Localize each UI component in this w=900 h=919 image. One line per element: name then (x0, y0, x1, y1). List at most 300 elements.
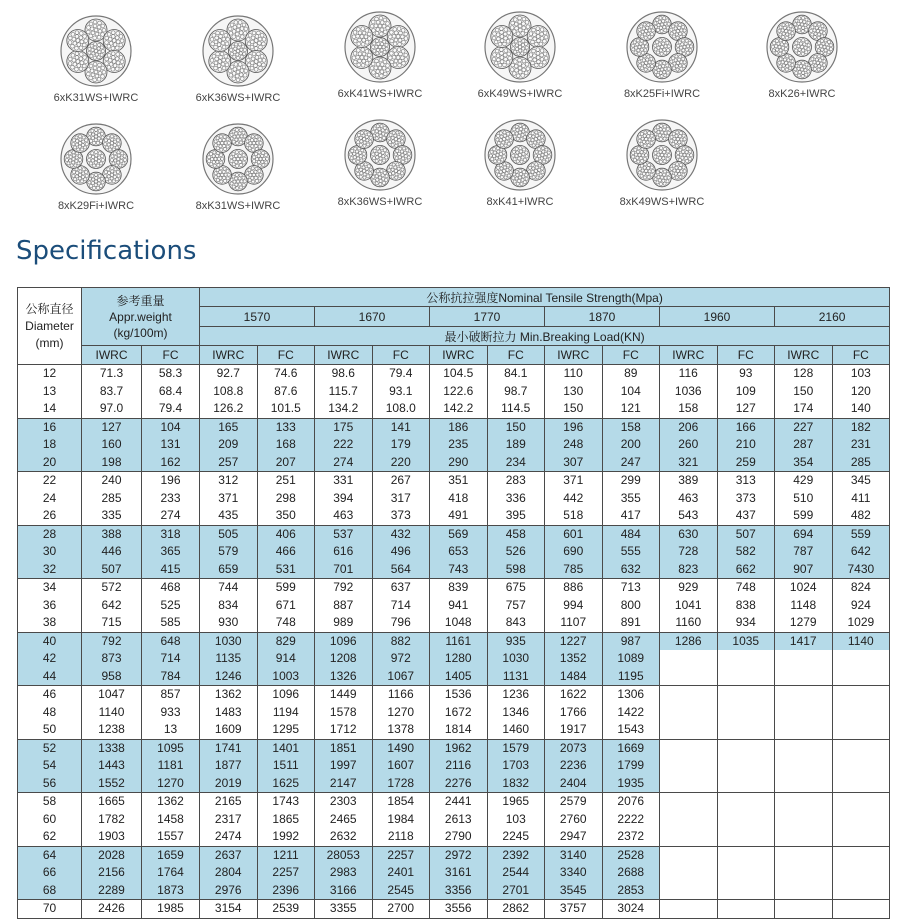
value-cell (717, 686, 775, 704)
value-cell: 2544 (487, 864, 545, 882)
diameter-cell: 20 (18, 454, 82, 472)
value-cell (717, 757, 775, 775)
iwrc-subheader: IWRC (545, 346, 603, 365)
rope-item (310, 118, 450, 208)
fc-subheader: FC (372, 346, 430, 365)
specifications-heading: Specifications (16, 236, 197, 266)
table-row (18, 418, 890, 436)
value-cell: 1338 (82, 739, 142, 757)
value-cell: 231 (832, 436, 890, 454)
value-cell (775, 704, 833, 722)
diameter-cell: 34 (18, 579, 82, 597)
value-cell (832, 882, 890, 900)
value-cell: 1030 (200, 632, 258, 650)
value-cell: 7430 (832, 561, 890, 579)
value-cell (775, 686, 833, 704)
diameter-cell: 14 (18, 400, 82, 418)
value-cell (832, 739, 890, 757)
value-cell: 103 (487, 811, 545, 829)
value-cell: 1096 (257, 686, 315, 704)
value-cell: 373 (372, 507, 430, 525)
value-cell: 274 (142, 507, 200, 525)
value-cell: 569 (430, 525, 488, 543)
value-cell (660, 900, 718, 919)
value-cell: 648 (142, 632, 200, 650)
rope-cross-section-image (343, 10, 417, 84)
value-cell: 127 (717, 400, 775, 418)
value-cell (832, 775, 890, 793)
value-cell: 787 (775, 543, 833, 561)
value-cell: 93 (717, 365, 775, 383)
value-cell: 2632 (315, 828, 373, 846)
value-cell: 1490 (372, 739, 430, 757)
value-cell: 1625 (257, 775, 315, 793)
rope-cross-section-image (483, 10, 557, 84)
value-cell: 406 (257, 525, 315, 543)
value-cell: 2474 (200, 828, 258, 846)
value-cell: 690 (545, 543, 603, 561)
value-cell: 210 (717, 436, 775, 454)
value-cell (832, 686, 890, 704)
value-cell: 526 (487, 543, 545, 561)
value-cell: 115.7 (315, 383, 373, 401)
value-cell: 182 (832, 418, 890, 436)
fc-subheader: FC (832, 346, 890, 365)
value-cell: 3140 (545, 846, 603, 864)
value-cell: 882 (372, 632, 430, 650)
value-cell: 109 (717, 383, 775, 401)
value-cell: 175 (315, 418, 373, 436)
value-cell (775, 900, 833, 919)
value-cell: 662 (717, 561, 775, 579)
value-cell: 2165 (200, 793, 258, 811)
value-cell: 2073 (545, 739, 603, 757)
value-cell: 2465 (315, 811, 373, 829)
value-cell: 130 (545, 383, 603, 401)
value-cell: 891 (602, 614, 660, 632)
value-cell: 290 (430, 454, 488, 472)
value-cell: 2303 (315, 793, 373, 811)
value-cell (717, 828, 775, 846)
rope-label: 8xK29Fi+IWRC (57, 200, 135, 212)
value-cell: 2862 (487, 900, 545, 919)
value-cell: 924 (832, 597, 890, 615)
value-cell: 1511 (257, 757, 315, 775)
value-cell: 98.6 (315, 365, 373, 383)
value-cell: 1607 (372, 757, 430, 775)
value-cell: 792 (82, 632, 142, 650)
rope-item (592, 118, 732, 208)
value-cell: 2528 (602, 846, 660, 864)
rope-item (310, 10, 450, 100)
value-cell: 1160 (660, 614, 718, 632)
value-cell: 637 (372, 579, 430, 597)
value-cell: 1211 (257, 846, 315, 864)
value-cell: 1997 (315, 757, 373, 775)
value-cell: 196 (545, 418, 603, 436)
table-row (18, 864, 890, 882)
value-cell: 179 (372, 436, 430, 454)
value-cell: 1295 (257, 721, 315, 739)
value-cell (717, 811, 775, 829)
rope-cross-section-image (625, 118, 699, 192)
value-cell: 933 (142, 704, 200, 722)
value-cell: 1814 (430, 721, 488, 739)
value-cell: 267 (372, 472, 430, 490)
table-row (18, 400, 890, 418)
value-cell: 285 (832, 454, 890, 472)
value-cell: 165 (200, 418, 258, 436)
value-cell: 1047 (82, 686, 142, 704)
value-cell (832, 828, 890, 846)
value-cell: 335 (82, 507, 142, 525)
value-cell: 834 (200, 597, 258, 615)
value-cell: 598 (487, 561, 545, 579)
value-cell: 251 (257, 472, 315, 490)
diameter-cell: 48 (18, 704, 82, 722)
value-cell: 694 (775, 525, 833, 543)
value-cell: 1417 (775, 632, 833, 650)
grade-header: 2160 (775, 307, 890, 327)
diameter-cell: 16 (18, 418, 82, 436)
value-cell: 1161 (430, 632, 488, 650)
value-cell: 220 (372, 454, 430, 472)
value-cell: 395 (487, 507, 545, 525)
diameter-cell: 56 (18, 775, 82, 793)
value-cell (775, 882, 833, 900)
value-cell: 1227 (545, 632, 603, 650)
value-cell: 784 (142, 668, 200, 686)
value-cell (832, 721, 890, 739)
value-cell (660, 686, 718, 704)
value-cell: 714 (372, 597, 430, 615)
value-cell: 417 (602, 507, 660, 525)
value-cell (660, 811, 718, 829)
value-cell: 743 (430, 561, 488, 579)
value-cell: 92.7 (200, 365, 258, 383)
value-cell: 958 (82, 668, 142, 686)
value-cell: 458 (487, 525, 545, 543)
value-cell: 468 (142, 579, 200, 597)
value-cell: 2700 (372, 900, 430, 919)
value-cell: 1552 (82, 775, 142, 793)
weight-header: 参考重量 Appr.weight (kg/100m) (82, 288, 200, 346)
value-cell: 1557 (142, 828, 200, 846)
value-cell: 505 (200, 525, 258, 543)
table-row (18, 739, 890, 757)
value-cell: 162 (142, 454, 200, 472)
table-row (18, 490, 890, 508)
value-cell: 518 (545, 507, 603, 525)
value-cell: 599 (257, 579, 315, 597)
diameter-cell: 52 (18, 739, 82, 757)
table-row (18, 543, 890, 561)
value-cell: 675 (487, 579, 545, 597)
value-cell (775, 721, 833, 739)
value-cell: 1659 (142, 846, 200, 864)
value-cell: 599 (775, 507, 833, 525)
value-cell: 886 (545, 579, 603, 597)
table-row (18, 561, 890, 579)
diameter-cell: 44 (18, 668, 82, 686)
value-cell (832, 793, 890, 811)
diameter-cell: 12 (18, 365, 82, 383)
rope-item (732, 10, 872, 100)
iwrc-subheader: IWRC (82, 346, 142, 365)
value-cell: 248 (545, 436, 603, 454)
value-cell: 1799 (602, 757, 660, 775)
value-cell: 914 (257, 650, 315, 668)
iwrc-subheader: IWRC (775, 346, 833, 365)
table-row (18, 793, 890, 811)
table-row (18, 632, 890, 650)
value-cell: 134.2 (315, 400, 373, 418)
value-cell (660, 757, 718, 775)
value-cell: 1030 (487, 650, 545, 668)
value-cell (717, 864, 775, 882)
rope-label: 6xK41WS+IWRC (337, 88, 423, 100)
value-cell: 283 (487, 472, 545, 490)
value-cell: 371 (200, 490, 258, 508)
value-cell: 79.4 (372, 365, 430, 383)
rope-cross-section-image (59, 122, 133, 196)
value-cell: 1140 (832, 632, 890, 650)
value-cell: 601 (545, 525, 603, 543)
table-row (18, 721, 890, 739)
value-cell: 2289 (82, 882, 142, 900)
value-cell: 150 (487, 418, 545, 436)
value-cell: 87.6 (257, 383, 315, 401)
value-cell: 2637 (200, 846, 258, 864)
value-cell: 2028 (82, 846, 142, 864)
value-cell (717, 775, 775, 793)
value-cell: 166 (717, 418, 775, 436)
diameter-cell: 42 (18, 650, 82, 668)
value-cell: 28053 (315, 846, 373, 864)
value-cell: 491 (430, 507, 488, 525)
value-cell (775, 739, 833, 757)
table-row (18, 525, 890, 543)
value-cell: 1877 (200, 757, 258, 775)
value-cell: 1036 (660, 383, 718, 401)
value-cell: 1935 (602, 775, 660, 793)
value-cell: 68.4 (142, 383, 200, 401)
value-cell: 843 (487, 614, 545, 632)
value-cell: 1362 (142, 793, 200, 811)
value-cell: 2372 (602, 828, 660, 846)
value-cell: 1089 (602, 650, 660, 668)
value-cell: 713 (602, 579, 660, 597)
value-cell: 792 (315, 579, 373, 597)
value-cell: 93.1 (372, 383, 430, 401)
rope-label: 8xK41+IWRC (486, 196, 554, 208)
value-cell: 671 (257, 597, 315, 615)
value-cell: 785 (545, 561, 603, 579)
fc-subheader: FC (717, 346, 775, 365)
value-cell: 1352 (545, 650, 603, 668)
value-cell: 585 (142, 614, 200, 632)
diameter-cell: 46 (18, 686, 82, 704)
value-cell (660, 828, 718, 846)
value-cell: 2790 (430, 828, 488, 846)
value-cell: 466 (257, 543, 315, 561)
value-cell: 3024 (602, 900, 660, 919)
diameter-cell: 58 (18, 793, 82, 811)
value-cell: 103 (832, 365, 890, 383)
value-cell: 1443 (82, 757, 142, 775)
value-cell: 1095 (142, 739, 200, 757)
value-cell: 3356 (430, 882, 488, 900)
value-cell: 274 (315, 454, 373, 472)
value-cell: 1378 (372, 721, 430, 739)
value-cell: 1985 (142, 900, 200, 919)
value-cell (717, 721, 775, 739)
value-cell: 1764 (142, 864, 200, 882)
value-cell (775, 828, 833, 846)
value-cell: 1903 (82, 828, 142, 846)
value-cell: 2426 (82, 900, 142, 919)
value-cell: 2976 (200, 882, 258, 900)
value-cell (775, 668, 833, 686)
diameter-cell: 28 (18, 525, 82, 543)
value-cell: 748 (717, 579, 775, 597)
value-cell: 233 (142, 490, 200, 508)
table-row (18, 614, 890, 632)
value-cell: 1208 (315, 650, 373, 668)
value-cell: 941 (430, 597, 488, 615)
value-cell (775, 793, 833, 811)
value-cell: 2276 (430, 775, 488, 793)
value-cell: 1873 (142, 882, 200, 900)
rope-cross-section-image (483, 118, 557, 192)
value-cell: 168 (257, 436, 315, 454)
value-cell: 934 (717, 614, 775, 632)
value-cell: 307 (545, 454, 603, 472)
value-cell: 2947 (545, 828, 603, 846)
table-row (18, 811, 890, 829)
value-cell: 1135 (200, 650, 258, 668)
value-cell: 354 (775, 454, 833, 472)
value-cell: 114.5 (487, 400, 545, 418)
value-cell: 1148 (775, 597, 833, 615)
diameter-cell: 62 (18, 828, 82, 846)
rope-cross-section-image (59, 14, 133, 88)
table-row (18, 775, 890, 793)
value-cell: 1401 (257, 739, 315, 757)
diameter-cell: 30 (18, 543, 82, 561)
value-cell: 1854 (372, 793, 430, 811)
value-cell: 582 (717, 543, 775, 561)
value-cell: 2019 (200, 775, 258, 793)
value-cell: 989 (315, 614, 373, 632)
rope-item (26, 14, 166, 104)
value-cell: 800 (602, 597, 660, 615)
diameter-cell: 66 (18, 864, 82, 882)
value-cell: 642 (82, 597, 142, 615)
grade-header: 1770 (430, 307, 545, 327)
value-cell: 388 (82, 525, 142, 543)
value-cell: 564 (372, 561, 430, 579)
value-cell: 2688 (602, 864, 660, 882)
value-cell: 987 (602, 632, 660, 650)
table-row (18, 365, 890, 383)
value-cell (832, 846, 890, 864)
value-cell: 728 (660, 543, 718, 561)
value-cell: 1766 (545, 704, 603, 722)
value-cell: 701 (315, 561, 373, 579)
value-cell: 141 (372, 418, 430, 436)
value-cell: 484 (602, 525, 660, 543)
value-cell: 1832 (487, 775, 545, 793)
value-cell: 89 (602, 365, 660, 383)
value-cell: 131 (142, 436, 200, 454)
value-cell (775, 757, 833, 775)
value-cell: 2222 (602, 811, 660, 829)
value-cell: 1851 (315, 739, 373, 757)
value-cell: 1665 (82, 793, 142, 811)
iwrc-subheader: IWRC (200, 346, 258, 365)
value-cell: 1067 (372, 668, 430, 686)
value-cell: 160 (82, 436, 142, 454)
value-cell: 1578 (315, 704, 373, 722)
rope-label: 8xK49WS+IWRC (619, 196, 705, 208)
value-cell: 1286 (660, 632, 718, 650)
value-cell: 127 (82, 418, 142, 436)
value-cell: 355 (602, 490, 660, 508)
value-cell (832, 900, 890, 919)
value-cell: 3545 (545, 882, 603, 900)
table-row (18, 454, 890, 472)
value-cell: 2076 (602, 793, 660, 811)
value-cell: 1984 (372, 811, 430, 829)
value-cell: 2156 (82, 864, 142, 882)
table-row (18, 650, 890, 668)
table-row (18, 436, 890, 454)
value-cell: 2392 (487, 846, 545, 864)
value-cell (660, 650, 718, 668)
value-cell: 2545 (372, 882, 430, 900)
table-row (18, 900, 890, 919)
value-cell: 1238 (82, 721, 142, 739)
value-cell: 930 (200, 614, 258, 632)
value-cell: 715 (82, 614, 142, 632)
value-cell: 555 (602, 543, 660, 561)
value-cell: 128 (775, 365, 833, 383)
value-cell: 3161 (430, 864, 488, 882)
value-cell: 1609 (200, 721, 258, 739)
value-cell: 531 (257, 561, 315, 579)
value-cell (775, 775, 833, 793)
diameter-cell: 60 (18, 811, 82, 829)
rope-cross-section-image (201, 14, 275, 88)
value-cell: 158 (660, 400, 718, 418)
value-cell: 1703 (487, 757, 545, 775)
value-cell: 972 (372, 650, 430, 668)
tensile-strength-header: 公称抗拉强度Nominal Tensile Strength(Mpa) (200, 288, 890, 307)
value-cell: 463 (315, 507, 373, 525)
value-cell: 2804 (200, 864, 258, 882)
rope-gallery (0, 0, 900, 230)
rope-item (168, 122, 308, 212)
diameter-cell: 32 (18, 561, 82, 579)
table-row (18, 686, 890, 704)
value-cell: 3556 (430, 900, 488, 919)
value-cell (832, 757, 890, 775)
grade-header: 1870 (545, 307, 660, 327)
value-cell: 84.1 (487, 365, 545, 383)
value-cell: 748 (257, 614, 315, 632)
value-cell: 437 (717, 507, 775, 525)
